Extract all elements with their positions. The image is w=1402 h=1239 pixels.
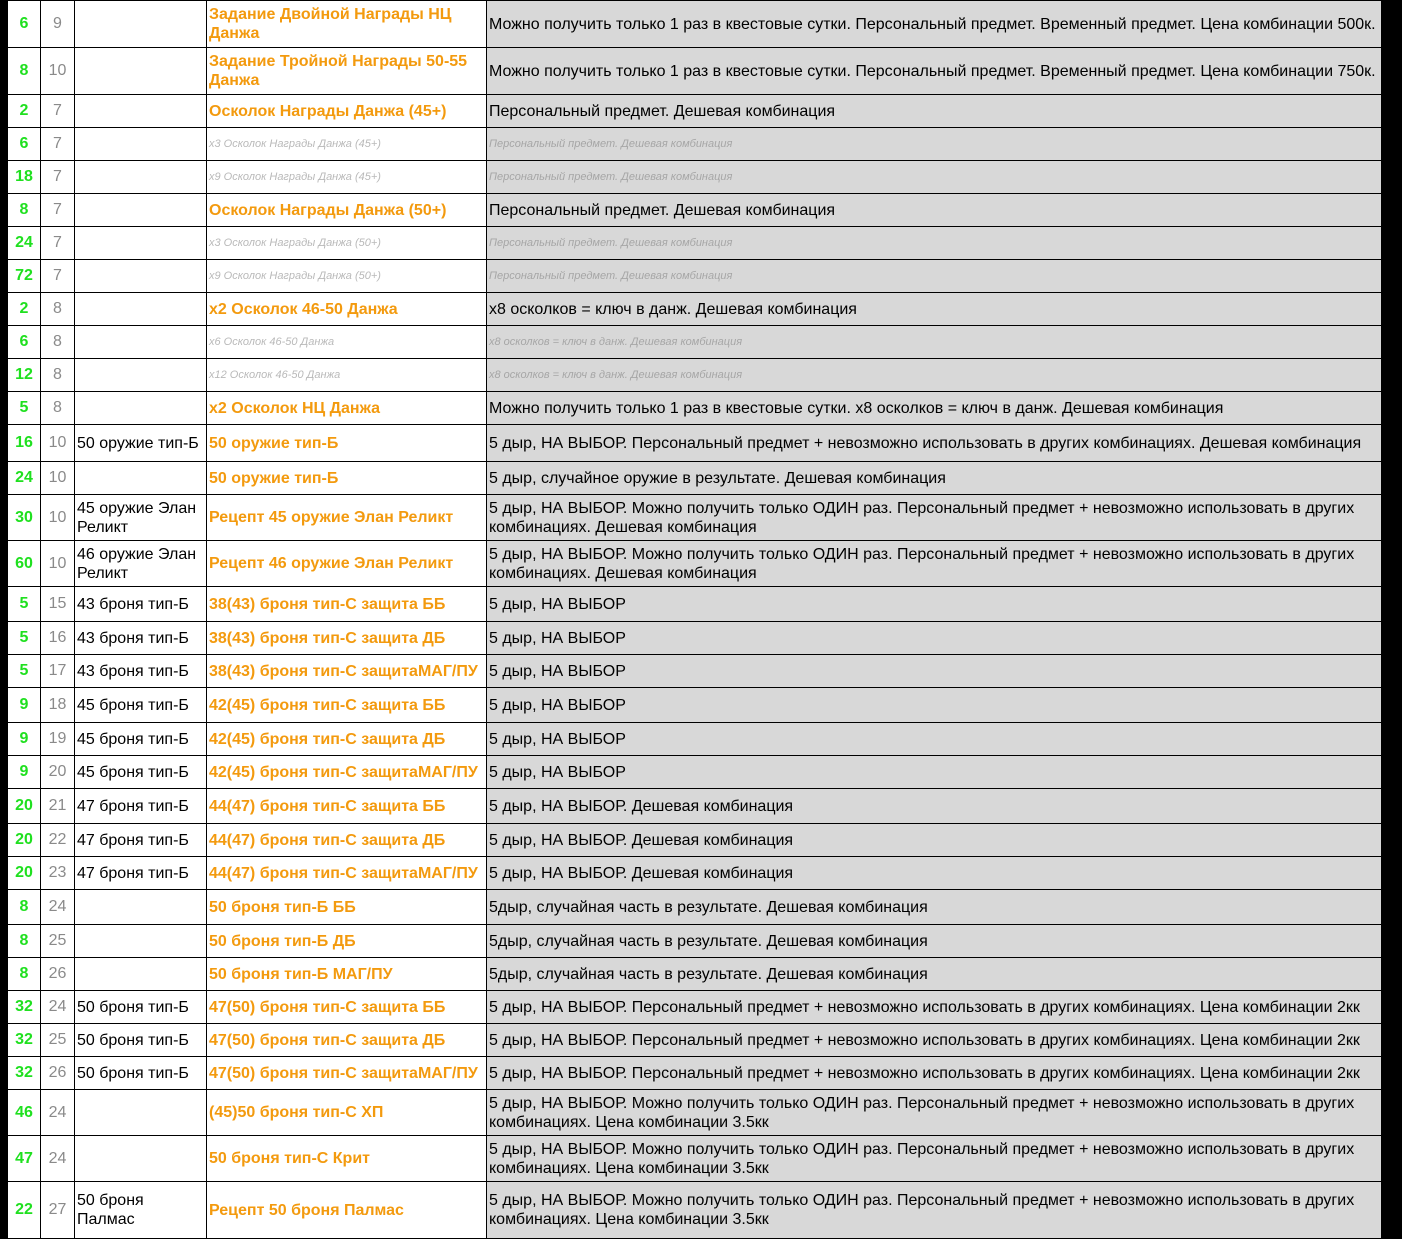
note-cell[interactable]: 5дыр, случайная часть в результате. Дешевая комбинация (487, 958, 1382, 991)
note-cell[interactable]: Можно получить только 1 раз в квестовые сутки. Персональный предмет. Временный предмет. Цена комбинации 500к. (487, 1, 1382, 48)
recipe-number-cell[interactable]: 21 (41, 789, 75, 824)
table-row (8, 789, 1382, 824)
result-item-cell[interactable]: 50 оружие тип-Б (207, 425, 487, 462)
table-row (8, 293, 1382, 326)
note-cell[interactable]: 5 дыр, НА ВЫБОР (487, 587, 1382, 622)
note-cell[interactable]: 5 дыр, НА ВЫБОР. Можно получить только ОДИН раз. Персональный предмет + невозможно использовать в других комбинациях. Цена комбинации 3.5кк (487, 1182, 1382, 1239)
result-item-cell[interactable]: 50 броня тип-Б ББ (207, 890, 487, 925)
note-cell[interactable]: x8 осколков = ключ в данж. Дешевая комбинация (487, 326, 1382, 359)
table-row (8, 1182, 1382, 1239)
result-item-cell[interactable]: 38(43) броня тип-С защита ББ (207, 587, 487, 622)
result-item-cell[interactable]: 50 броня тип-Б МАГ/ПУ (207, 958, 487, 991)
material-cell[interactable]: 47 броня тип-Б (75, 789, 207, 824)
material-cell[interactable] (75, 462, 207, 495)
note-cell[interactable]: 5 дыр, случайное оружие в результате. Дешевая комбинация (487, 462, 1382, 495)
table-row (8, 655, 1382, 688)
qty-cell[interactable]: 5 (8, 655, 41, 688)
qty-cell[interactable]: 32 (8, 1024, 41, 1057)
result-item-cell[interactable]: Осколок Награды Данжа (50+) (207, 194, 487, 227)
recipe-number-cell[interactable]: 10 (41, 425, 75, 462)
material-cell[interactable]: 50 броня тип-Б (75, 991, 207, 1024)
result-item-cell[interactable]: x3 Осколок Награды Данжа (45+) (207, 128, 487, 161)
recipe-number-cell[interactable]: 17 (41, 655, 75, 688)
note-cell[interactable]: Персональный предмет. Дешевая комбинация (487, 260, 1382, 293)
material-cell[interactable]: 45 броня тип-Б (75, 756, 207, 789)
material-cell[interactable] (75, 293, 207, 326)
note-cell[interactable]: 5 дыр, НА ВЫБОР. Персональный предмет + невозможно использовать в других комбинациях. Дешевая комбинация (487, 425, 1382, 462)
note-cell[interactable]: 5 дыр, НА ВЫБОР (487, 688, 1382, 723)
qty-cell[interactable]: 9 (8, 723, 41, 756)
table-row (8, 1136, 1382, 1182)
table-row (8, 1057, 1382, 1090)
table-row (8, 194, 1382, 227)
recipe-number-cell[interactable]: 7 (41, 161, 75, 194)
result-item-cell[interactable]: 42(45) броня тип-С защита ББ (207, 688, 487, 723)
note-cell[interactable]: Персональный предмет. Дешевая комбинация (487, 227, 1382, 260)
result-item-cell[interactable]: (45)50 броня тип-С ХП (207, 1090, 487, 1136)
material-cell[interactable] (75, 925, 207, 958)
qty-cell[interactable]: 8 (8, 890, 41, 925)
recipe-number-cell[interactable]: 24 (41, 1136, 75, 1182)
table-row (8, 161, 1382, 194)
result-item-cell[interactable]: Задание Двойной Награды НЦ Данжа (207, 1, 487, 48)
table-row (8, 1024, 1382, 1057)
note-cell[interactable]: 5 дыр, НА ВЫБОР. Можно получить только ОДИН раз. Персональный предмет + невозможно использовать в других комбинациях. Цена комбинации 3.5кк (487, 1136, 1382, 1182)
material-cell[interactable] (75, 95, 207, 128)
note-cell[interactable]: 5дыр, случайная часть в результате. Дешевая комбинация (487, 890, 1382, 925)
qty-cell[interactable]: 32 (8, 1057, 41, 1090)
qty-cell[interactable]: 8 (8, 925, 41, 958)
recipe-number-cell[interactable]: 10 (41, 462, 75, 495)
result-item-cell[interactable]: 47(50) броня тип-С защита ДБ (207, 1024, 487, 1057)
qty-cell[interactable]: 20 (8, 857, 41, 890)
recipe-number-cell[interactable]: 23 (41, 857, 75, 890)
table-row (8, 622, 1382, 655)
note-cell[interactable]: 5 дыр, НА ВЫБОР (487, 756, 1382, 789)
material-cell[interactable]: 47 броня тип-Б (75, 857, 207, 890)
material-cell[interactable]: 43 броня тип-Б (75, 622, 207, 655)
material-cell[interactable] (75, 1090, 207, 1136)
table-row (8, 890, 1382, 925)
result-item-cell[interactable]: 44(47) броня тип-С защита ДБ (207, 824, 487, 857)
recipe-number-cell[interactable]: 20 (41, 756, 75, 789)
result-item-cell[interactable]: 42(45) броня тип-С защитаМАГ/ПУ (207, 756, 487, 789)
qty-cell[interactable]: 60 (8, 541, 41, 587)
qty-cell[interactable]: 22 (8, 1182, 41, 1239)
note-cell[interactable]: Персональный предмет. Дешевая комбинация (487, 95, 1382, 128)
recipe-number-cell[interactable]: 26 (41, 1057, 75, 1090)
result-item-cell[interactable]: 50 оружие тип-Б (207, 462, 487, 495)
qty-cell[interactable]: 2 (8, 293, 41, 326)
material-cell[interactable]: 43 броня тип-Б (75, 655, 207, 688)
table-row (8, 991, 1382, 1024)
result-item-cell[interactable]: x2 Осколок НЦ Данжа (207, 392, 487, 425)
result-item-cell[interactable]: Рецепт 50 броня Палмас (207, 1182, 487, 1239)
table-body (8, 1, 1382, 1239)
material-cell[interactable] (75, 128, 207, 161)
recipe-number-cell[interactable]: 10 (41, 495, 75, 541)
note-cell[interactable]: 5 дыр, НА ВЫБОР. Дешевая комбинация (487, 824, 1382, 857)
note-cell[interactable]: 5 дыр, НА ВЫБОР. Можно получить только ОДИН раз. Персональный предмет + невозможно использовать в других комбинациях. Дешевая комбинация (487, 495, 1382, 541)
recipe-number-cell[interactable]: 24 (41, 890, 75, 925)
table-row (8, 723, 1382, 756)
recipe-number-cell[interactable]: 8 (41, 359, 75, 392)
table-row (8, 227, 1382, 260)
qty-cell[interactable]: 9 (8, 688, 41, 723)
material-cell[interactable] (75, 1, 207, 48)
material-cell[interactable] (75, 890, 207, 925)
note-cell[interactable]: 5 дыр, НА ВЫБОР. Можно получить только ОДИН раз. Персональный предмет + невозможно использовать в других комбинациях. Дешевая комбинация (487, 541, 1382, 587)
material-cell[interactable] (75, 227, 207, 260)
material-cell[interactable]: 46 оружие Элан Реликт (75, 541, 207, 587)
result-item-cell[interactable]: 50 броня тип-Б ДБ (207, 925, 487, 958)
note-cell[interactable]: 5 дыр, НА ВЫБОР. Можно получить только ОДИН раз. Персональный предмет + невозможно использовать в других комбинациях. Цена комбинации 3.5кк (487, 1090, 1382, 1136)
material-cell[interactable]: 47 броня тип-Б (75, 824, 207, 857)
recipe-number-cell[interactable]: 18 (41, 688, 75, 723)
qty-cell[interactable]: 20 (8, 824, 41, 857)
result-item-cell[interactable]: 47(50) броня тип-С защитаМАГ/ПУ (207, 1057, 487, 1090)
table-row (8, 326, 1382, 359)
result-item-cell[interactable]: x12 Осколок 46-50 Данжа (207, 359, 487, 392)
table-row (8, 857, 1382, 890)
material-cell[interactable]: 50 броня тип-Б (75, 1057, 207, 1090)
result-item-cell[interactable]: x3 Осколок Награды Данжа (50+) (207, 227, 487, 260)
qty-cell[interactable]: 32 (8, 991, 41, 1024)
note-cell[interactable]: 5 дыр, НА ВЫБОР. Дешевая комбинация (487, 789, 1382, 824)
table-row (8, 425, 1382, 462)
recipe-number-cell[interactable]: 8 (41, 326, 75, 359)
table-row (8, 128, 1382, 161)
qty-cell[interactable]: 72 (8, 260, 41, 293)
material-cell[interactable] (75, 359, 207, 392)
qty-cell[interactable]: 30 (8, 495, 41, 541)
material-cell[interactable]: 45 броня тип-Б (75, 688, 207, 723)
material-cell[interactable] (75, 48, 207, 95)
table-row (8, 260, 1382, 293)
note-cell[interactable]: 5 дыр, НА ВЫБОР (487, 723, 1382, 756)
result-item-cell[interactable]: x2 Осколок 46-50 Данжа (207, 293, 487, 326)
recipe-number-cell[interactable]: 25 (41, 1024, 75, 1057)
recipe-number-cell[interactable]: 24 (41, 991, 75, 1024)
recipe-number-cell[interactable]: 15 (41, 587, 75, 622)
material-cell[interactable] (75, 194, 207, 227)
result-item-cell[interactable]: 44(47) броня тип-С защитаМАГ/ПУ (207, 857, 487, 890)
result-item-cell[interactable]: 42(45) броня тип-С защита ДБ (207, 723, 487, 756)
qty-cell[interactable]: 16 (8, 425, 41, 462)
recipe-number-cell[interactable]: 7 (41, 95, 75, 128)
qty-cell[interactable]: 8 (8, 48, 41, 95)
result-item-cell[interactable]: 38(43) броня тип-С защитаМАГ/ПУ (207, 655, 487, 688)
qty-cell[interactable]: 6 (8, 326, 41, 359)
material-cell[interactable] (75, 161, 207, 194)
qty-cell[interactable]: 9 (8, 756, 41, 789)
result-item-cell[interactable]: 38(43) броня тип-С защита ДБ (207, 622, 487, 655)
material-cell[interactable]: 50 броня тип-Б (75, 1024, 207, 1057)
result-item-cell[interactable]: x9 Осколок Награды Данжа (45+) (207, 161, 487, 194)
material-cell[interactable] (75, 1136, 207, 1182)
recipe-number-cell[interactable]: 10 (41, 541, 75, 587)
table-row (8, 495, 1382, 541)
note-cell[interactable]: x8 осколков = ключ в данж. Дешевая комбинация (487, 293, 1382, 326)
recipe-number-cell[interactable]: 10 (41, 48, 75, 95)
table-row (8, 824, 1382, 857)
recipe-number-cell[interactable]: 8 (41, 293, 75, 326)
table-row (8, 1090, 1382, 1136)
recipe-number-cell[interactable]: 16 (41, 622, 75, 655)
note-cell[interactable]: Можно получить только 1 раз в квестовые сутки. Персональный предмет. Временный предмет. Цена комбинации 750к. (487, 48, 1382, 95)
qty-cell[interactable]: 24 (8, 227, 41, 260)
qty-cell[interactable]: 5 (8, 622, 41, 655)
qty-cell[interactable]: 2 (8, 95, 41, 128)
material-cell[interactable]: 45 оружие Элан Реликт (75, 495, 207, 541)
note-cell[interactable]: 5 дыр, НА ВЫБОР. Дешевая комбинация (487, 857, 1382, 890)
material-cell[interactable]: 45 броня тип-Б (75, 723, 207, 756)
note-cell[interactable]: 5дыр, случайная часть в результате. Дешевая комбинация (487, 925, 1382, 958)
note-cell[interactable]: 5 дыр, НА ВЫБОР. Персональный предмет + невозможно использовать в других комбинациях. Цена комбинации 2кк (487, 1024, 1382, 1057)
note-cell[interactable]: x8 осколков = ключ в данж. Дешевая комбинация (487, 359, 1382, 392)
note-cell[interactable]: 5 дыр, НА ВЫБОР (487, 655, 1382, 688)
recipe-number-cell[interactable]: 24 (41, 1090, 75, 1136)
table-row (8, 1, 1382, 48)
recipe-number-cell[interactable]: 27 (41, 1182, 75, 1239)
result-item-cell[interactable]: x6 Осколок 46-50 Данжа (207, 326, 487, 359)
recipe-number-cell[interactable]: 7 (41, 194, 75, 227)
recipe-number-cell[interactable]: 26 (41, 958, 75, 991)
result-item-cell[interactable]: Рецепт 46 оружие Элан Реликт (207, 541, 487, 587)
recipe-number-cell[interactable]: 9 (41, 1, 75, 48)
result-item-cell[interactable]: Осколок Награды Данжа (45+) (207, 95, 487, 128)
recipe-number-cell[interactable]: 7 (41, 227, 75, 260)
recipe-number-cell[interactable]: 8 (41, 392, 75, 425)
table-row (8, 48, 1382, 95)
recipe-number-cell[interactable]: 25 (41, 925, 75, 958)
qty-cell[interactable]: 8 (8, 194, 41, 227)
table-row (8, 462, 1382, 495)
note-cell[interactable]: 5 дыр, НА ВЫБОР. Персональный предмет + невозможно использовать в других комбинациях. Цена комбинации 2кк (487, 991, 1382, 1024)
result-item-cell[interactable]: Задание Тройной Награды 50-55 Данжа (207, 48, 487, 95)
qty-cell[interactable]: 20 (8, 789, 41, 824)
qty-cell[interactable]: 12 (8, 359, 41, 392)
table-row (8, 392, 1382, 425)
table-row (8, 587, 1382, 622)
qty-cell[interactable]: 6 (8, 128, 41, 161)
note-cell[interactable]: Персональный предмет. Дешевая комбинация (487, 128, 1382, 161)
recipe-number-cell[interactable]: 7 (41, 128, 75, 161)
material-cell[interactable] (75, 260, 207, 293)
recipe-number-cell[interactable]: 22 (41, 824, 75, 857)
qty-cell[interactable]: 5 (8, 587, 41, 622)
qty-cell[interactable]: 18 (8, 161, 41, 194)
note-cell[interactable]: 5 дыр, НА ВЫБОР. Персональный предмет + невозможно использовать в других комбинациях. Цена комбинации 2кк (487, 1057, 1382, 1090)
qty-cell[interactable]: 24 (8, 462, 41, 495)
qty-cell[interactable]: 8 (8, 958, 41, 991)
recipe-number-cell[interactable]: 19 (41, 723, 75, 756)
material-cell[interactable] (75, 958, 207, 991)
note-cell[interactable]: Персональный предмет. Дешевая комбинация (487, 161, 1382, 194)
qty-cell[interactable]: 47 (8, 1136, 41, 1182)
recipe-number-cell[interactable]: 7 (41, 260, 75, 293)
result-item-cell[interactable]: 47(50) броня тип-С защита ББ (207, 991, 487, 1024)
combination-table (7, 0, 1382, 1239)
note-cell[interactable]: Персональный предмет. Дешевая комбинация (487, 194, 1382, 227)
material-cell[interactable] (75, 392, 207, 425)
result-item-cell[interactable]: 50 броня тип-С Крит (207, 1136, 487, 1182)
qty-cell[interactable]: 46 (8, 1090, 41, 1136)
note-cell[interactable]: 5 дыр, НА ВЫБОР (487, 622, 1382, 655)
material-cell[interactable] (75, 326, 207, 359)
table-row (8, 756, 1382, 789)
qty-cell[interactable]: 5 (8, 392, 41, 425)
qty-cell[interactable]: 6 (8, 1, 41, 48)
result-item-cell[interactable]: 44(47) броня тип-С защита ББ (207, 789, 487, 824)
table-row (8, 688, 1382, 723)
table-row (8, 95, 1382, 128)
table-row (8, 359, 1382, 392)
result-item-cell[interactable]: x9 Осколок Награды Данжа (50+) (207, 260, 487, 293)
material-cell[interactable]: 50 оружие тип-Б (75, 425, 207, 462)
material-cell[interactable]: 50 броня Палмас (75, 1182, 207, 1239)
note-cell[interactable]: Можно получить только 1 раз в квестовые сутки. x8 осколков = ключ в данж. Дешевая комбинация (487, 392, 1382, 425)
material-cell[interactable]: 43 броня тип-Б (75, 587, 207, 622)
table-row (8, 541, 1382, 587)
table-row (8, 958, 1382, 991)
table-row (8, 925, 1382, 958)
result-item-cell[interactable]: Рецепт 45 оружие Элан Реликт (207, 495, 487, 541)
